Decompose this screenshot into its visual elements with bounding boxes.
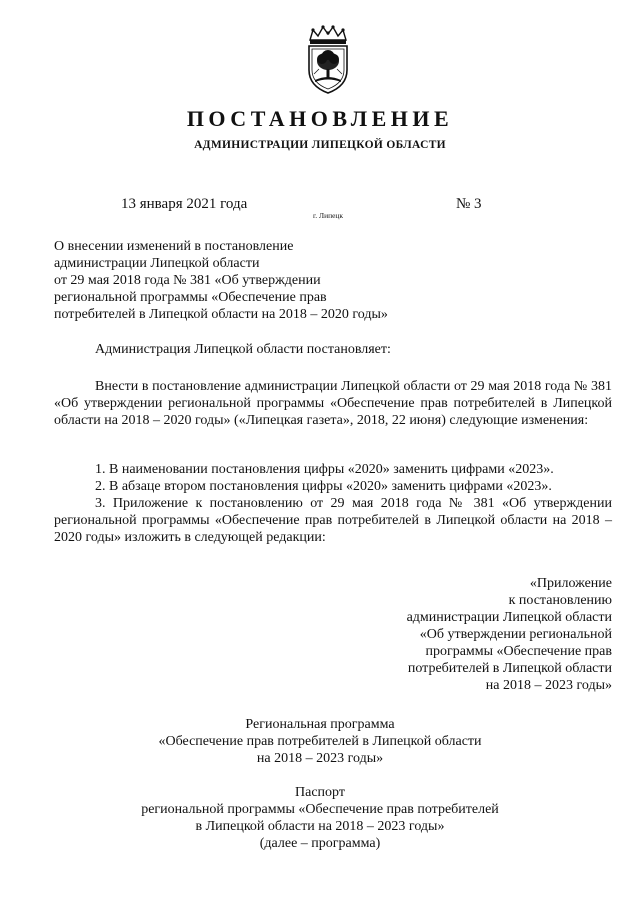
subject-block	[54, 238, 388, 323]
passport-line: в Липецкой области на 2018 – 2023 годы»	[195, 819, 445, 834]
passport-line: (далее – программа)	[259, 836, 381, 851]
main-paragraph: Внести в постановление администрации Липецкой области от 29 мая 2018 года № 381 «Об утверждении региональной программы «Обеспечение прав потребителей в Липецкой области на 2018 – 2020 годы» («Липецкая газета», 2018, 22 июня) следующие изменения:	[54, 379, 612, 428]
appendix-line: администрации Липецкой области	[406, 610, 612, 625]
appendix-line: «Об утверждении региональной	[419, 627, 612, 642]
passport-line: региональной программы «Обеспечение прав потребителей	[141, 802, 499, 817]
program-title-line: Региональная программа	[245, 717, 395, 732]
program-title	[0, 716, 640, 767]
appendix-line: к постановлению	[508, 593, 612, 608]
subject-line: от 29 мая 2018 года № 381 «Об утверждении	[54, 273, 321, 288]
passport-heading	[0, 784, 640, 852]
appendix-line: на 2018 – 2023 годы»	[485, 678, 612, 693]
amendment-list	[54, 461, 612, 546]
appendix-line: потребителей в Липецкой области	[407, 661, 612, 676]
program-title-line: «Обеспечение прав потребителей в Липецкой области	[158, 734, 482, 749]
appendix-line: «Приложение	[529, 576, 612, 591]
document-subtitle: АДМИНИСТРАЦИИ ЛИПЕЦКОЙ ОБЛАСТИ	[194, 139, 446, 151]
document-date: 13 января 2021 года	[121, 196, 248, 212]
amendment-item-1: 1. В наименовании постановления цифры «2020» заменить цифрами «2023».	[95, 462, 554, 477]
amendment-item-3: 3. Приложение к постановлению от 29 мая 2018 года № 381 «Об утверждении региональной программы «Обеспечение прав потребителей в Липецкой области на 2018 – 2020 годы» изложить в следующей редакции:	[54, 496, 612, 545]
document-number: № 3	[456, 196, 482, 212]
document-city: г. Липецк	[313, 211, 344, 220]
coat-of-arms-icon	[301, 24, 355, 96]
amendment-item-2: 2. В абзаце втором постановления цифры «2020» заменить цифрами «2023».	[95, 479, 552, 494]
subject-line: администрации Липецкой области	[54, 256, 260, 271]
subject-line: потребителей в Липецкой области на 2018 – 2020 годы»	[54, 307, 388, 322]
document-title: ПОСТАНОВЛЕНИЕ	[186, 106, 454, 131]
subject-line: региональной программы «Обеспечение прав	[54, 290, 327, 305]
program-title-line: на 2018 – 2023 годы»	[256, 751, 384, 766]
appendix-line: программы «Обеспечение прав	[425, 644, 612, 659]
decree-intro: Администрация Липецкой области постановляет:	[95, 342, 391, 357]
subject-line: О внесении изменений в постановление	[54, 239, 294, 254]
passport-line: Паспорт	[295, 785, 345, 800]
appendix-heading	[407, 575, 612, 694]
